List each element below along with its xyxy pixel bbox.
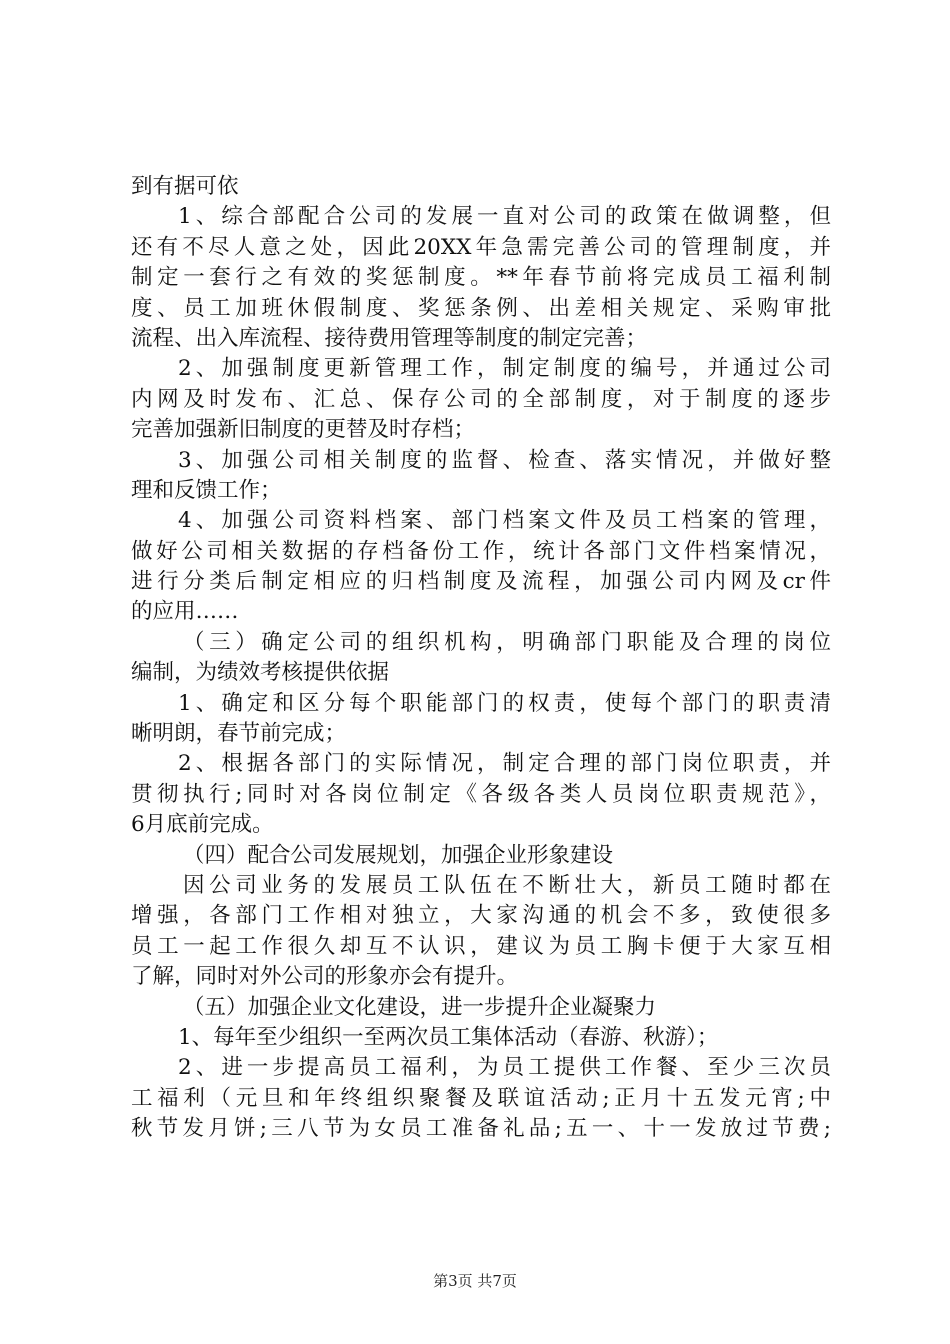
text-line: 理和反馈工作； [131, 477, 282, 503]
text-line: 制定一套行之有效的奖惩制度。**年春节前将完成员工福利制 [131, 265, 831, 291]
section-heading: （四）配合公司发展规划，加强企业形象建设 [183, 842, 614, 868]
text-line: 到有据可依 [131, 174, 239, 199]
text-line: 6月底前完成。 [131, 812, 274, 838]
text-line: 完善加强新旧制度的更替及时存档； [131, 417, 476, 443]
document-body [131, 172, 831, 1145]
text-line: 3、加强公司相关制度的监督、检查、落实情况，并做好整 [178, 447, 831, 473]
text-line: 1、每年至少组织一至两次员工集体活动（春游、秋游）； [178, 1024, 719, 1050]
text-line: 2、根据各部门的实际情况，制定合理的部门岗位职责，并 [178, 751, 831, 777]
text-line: 2、加强制度更新管理工作，制定制度的编号，并通过公司 [178, 356, 831, 382]
text-line: 4、加强公司资料档案、部门档案文件及员工档案的管理， [178, 508, 831, 534]
text-line: 2、进一步提高员工福利，为员工提供工作餐、至少三次员 [178, 1055, 831, 1081]
text-line: 进行分类后制定相应的归档制度及流程，加强公司内网及cr件 [131, 569, 831, 595]
text-line: 工福利（元旦和年终组织聚餐及联谊活动;正月十五发元宵;中 [131, 1085, 831, 1111]
text-line: 晰明朗，春节前完成； [131, 721, 347, 747]
text-line: 因公司业务的发展员工队伍在不断壮大，新员工随时都在 [183, 872, 831, 898]
text-line: 员工一起工作很久却互不认识，建议为员工胸卡便于大家互相 [131, 933, 831, 959]
section-heading: （三）确定公司的组织机构，明确部门职能及合理的岗位 [183, 629, 831, 655]
section-heading: （五）加强企业文化建设，进一步提升企业凝聚力 [183, 994, 657, 1020]
page-number-label: 第3页 共7页 [433, 1272, 517, 1290]
text-line: 1、综合部配合公司的发展一直对公司的政策在做调整，但 [178, 204, 831, 230]
text-line: 1、确定和区分每个职能部门的权责，使每个部门的职责清 [178, 690, 831, 716]
text-line: 秋节发月饼;三八节为女员工准备礼品;五一、十一发放过节费; [131, 1116, 831, 1142]
text-line: 流程、出入库流程、接待费用管理等制度的制定完善； [131, 325, 648, 351]
text-line: 增强，各部门工作相对独立，大家沟通的机会不多，致使很多 [131, 903, 831, 929]
page-footer [0, 1270, 950, 1291]
text-line: 贯彻执行;同时对各岗位制定《各级各类人员岗位职责规范》， [131, 781, 831, 807]
text-line: 的应用…… [131, 599, 239, 625]
text-line: 度、员工加班休假制度、奖惩条例、出差相关规定、采购审批 [131, 295, 831, 321]
text-line: 还有不尽人意之处，因此20XX年急需完善公司的管理制度，并 [131, 234, 831, 260]
section-heading: 编制，为绩效考核提供依据 [131, 660, 390, 686]
text-line: 了解，同时对外公司的形象亦会有提升。 [131, 964, 519, 990]
text-line: 做好公司相关数据的存档备份工作，统计各部门文件档案情况， [131, 538, 831, 564]
text-line: 内网及时发布、汇总、保存公司的全部制度，对于制度的逐步 [131, 386, 831, 412]
